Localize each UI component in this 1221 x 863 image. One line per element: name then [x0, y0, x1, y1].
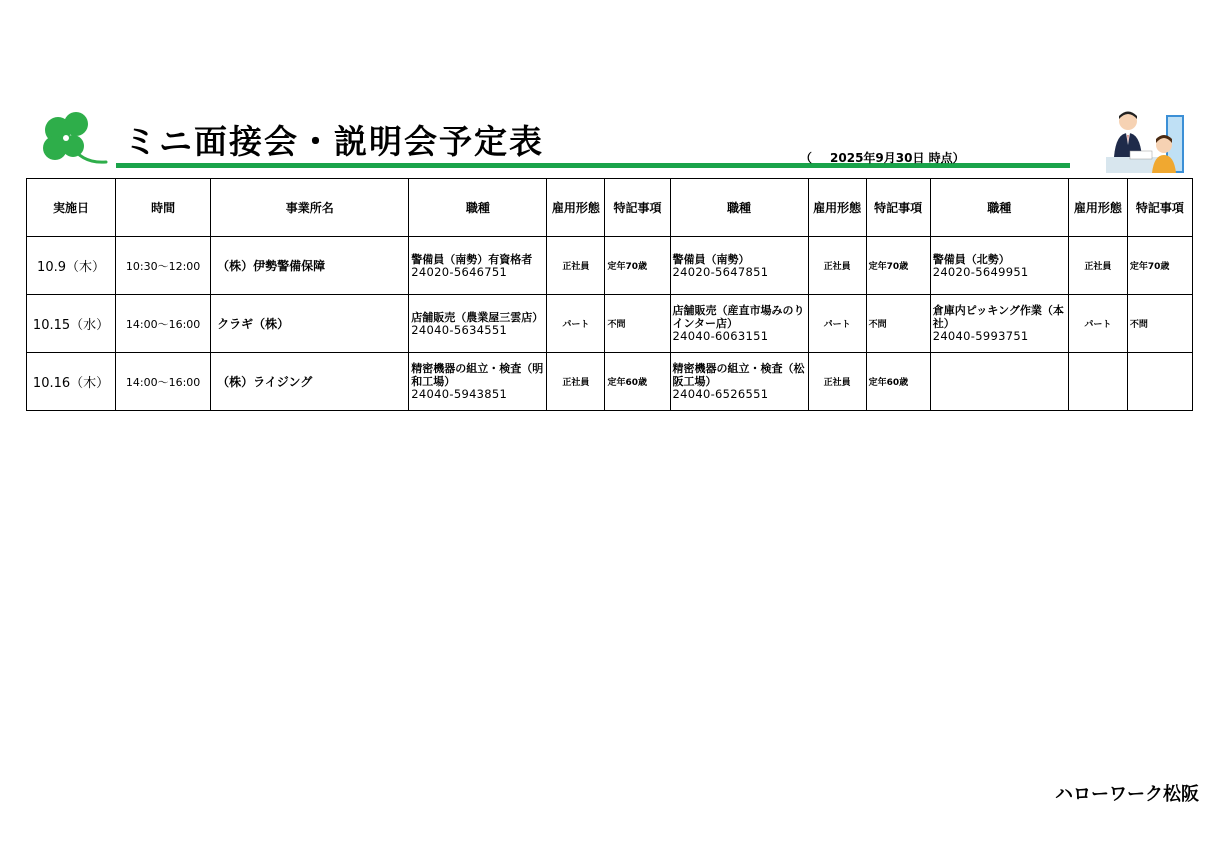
header-job-2: 職種: [670, 179, 808, 237]
employment-type: パート: [808, 295, 866, 353]
job-name: 精密機器の組立・検査（松阪工場）: [672, 362, 805, 388]
header-date: 実施日: [27, 179, 116, 237]
job-cell: [670, 237, 808, 295]
job-code: 24020-5647851: [672, 264, 769, 279]
job-note: 不問: [605, 295, 670, 353]
event-time: 14:00～16:00: [116, 295, 211, 353]
job-note: [1127, 353, 1192, 411]
header-note-3: 特記事項: [1127, 179, 1192, 237]
job-cell: [670, 353, 808, 411]
job-note: 不問: [1127, 295, 1192, 353]
table-row: [27, 237, 1193, 295]
company-name: クラギ（株）: [211, 295, 409, 353]
job-note: 定年60歳: [866, 353, 930, 411]
job-code: 24040-5943851: [411, 387, 508, 401]
job-name: 店舗販売（農業屋三雲店）: [411, 310, 544, 324]
job-code: 24020-5649951: [932, 264, 1029, 279]
job-code: 24020-5646751: [411, 264, 508, 279]
job-name: 警備員（南勢）: [672, 252, 750, 266]
job-cell: [930, 237, 1068, 295]
header-type-3: 雇用形態: [1068, 179, 1127, 237]
header-type-1: 雇用形態: [547, 179, 605, 237]
event-time: 14:00～16:00: [116, 353, 211, 411]
table-row: [27, 353, 1193, 411]
job-cell: [409, 237, 547, 295]
job-cell: [930, 353, 1068, 411]
employment-type: パート: [1068, 295, 1127, 353]
job-code: 24040-5634551: [411, 322, 508, 337]
event-date: 10.16（木）: [27, 353, 116, 411]
header-job-1: 職種: [409, 179, 547, 237]
event-date: 10.15（水）: [27, 295, 116, 353]
job-name: 警備員（北勢）: [932, 252, 1010, 266]
header-type-2: 雇用形態: [808, 179, 866, 237]
job-note: 定年70歳: [866, 237, 930, 295]
employment-type: 正社員: [808, 353, 866, 411]
table-header-row: [27, 179, 1193, 237]
job-cell: [930, 295, 1068, 353]
job-note: 定年70歳: [1127, 237, 1192, 295]
job-cell: [670, 295, 808, 353]
job-name: 倉庫内ピッキング作業（本社）: [932, 304, 1064, 330]
schedule-table: [26, 178, 1193, 411]
employment-type: [1068, 353, 1127, 411]
header-note-2: 特記事項: [866, 179, 930, 237]
employment-type: 正社員: [1068, 237, 1127, 295]
job-name: 精密機器の組立・検査（明和工場）: [411, 362, 544, 388]
clover-logo-icon: [36, 110, 108, 170]
table-row: [27, 295, 1193, 353]
job-code: 24040-6526551: [672, 387, 769, 401]
as-of-date: （ 2025年9月30日 時点）: [800, 151, 965, 165]
office-name: ハローワーク松阪: [1055, 784, 1199, 805]
job-note: 定年60歳: [605, 353, 670, 411]
page-title: ミニ面接会・説明会予定表: [124, 122, 544, 161]
employment-type: 正社員: [808, 237, 866, 295]
header-time: 時間: [116, 179, 211, 237]
company-name: （株）伊勢警備保障: [211, 237, 409, 295]
header-note-1: 特記事項: [605, 179, 670, 237]
job-note: 定年70歳: [605, 237, 670, 295]
job-cell: [409, 295, 547, 353]
employment-type: 正社員: [547, 353, 605, 411]
header-job-3: 職種: [930, 179, 1068, 237]
job-name: 警備員（南勢）有資格者: [411, 252, 533, 266]
event-time: 10:30～12:00: [116, 237, 211, 295]
employment-type: パート: [547, 295, 605, 353]
job-code: 24040-6063151: [672, 329, 769, 343]
company-name: （株）ライジング: [211, 353, 409, 411]
event-date: 10.9（木）: [27, 237, 116, 295]
job-name: 店舗販売（産直市場みのりインター店）: [672, 304, 805, 330]
employment-type: 正社員: [547, 237, 605, 295]
interview-illustration-icon: [1104, 109, 1186, 175]
job-note: 不問: [866, 295, 930, 353]
job-cell: [409, 353, 547, 411]
header-company: 事業所名: [211, 179, 409, 237]
job-code: 24040-5993751: [932, 329, 1029, 343]
